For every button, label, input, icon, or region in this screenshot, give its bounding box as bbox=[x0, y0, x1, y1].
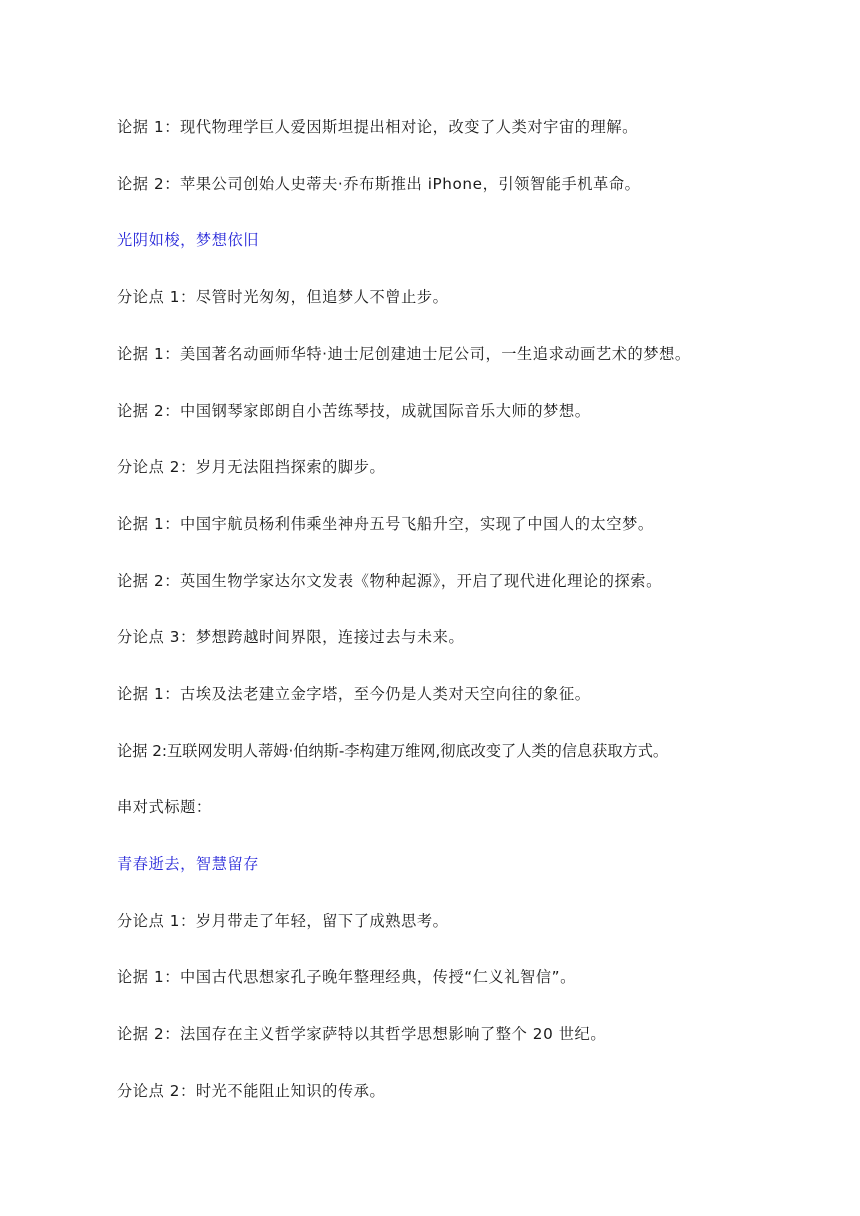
paragraph-argument-berners-lee: 论据 2:互联网发明人蒂姆·伯纳斯-李构建万维网,彻底改变了人类的信息获取方式。 bbox=[117, 742, 669, 760]
paragraph-argument-yangliwei: 论据 1：中国宇航员杨利伟乘坐神舟五号飞船升空，实现了中国人的太空梦。 bbox=[117, 515, 654, 533]
section-heading-youth-wisdom: 青春逝去，智慧留存 bbox=[117, 855, 260, 873]
paragraph-argument-langlang: 论据 2：中国钢琴家郎朗自小苦练琴技，成就国际音乐大师的梦想。 bbox=[117, 402, 591, 420]
paragraph-argument-pyramids: 论据 1：古埃及法老建立金字塔，至今仍是人类对天空向往的象征。 bbox=[117, 685, 591, 703]
paragraph-subpoint-2: 分论点 2：岁月无法阻挡探索的脚步。 bbox=[117, 458, 386, 476]
paragraph-argument-jobs: 论据 2：苹果公司创始人史蒂夫·乔布斯推出 iPhone，引领智能手机革命。 bbox=[117, 175, 641, 193]
paragraph-argument-disney: 论据 1：美国著名动画师华特·迪士尼创建迪士尼公司，一生追求动画艺术的梦想。 bbox=[117, 345, 691, 363]
section-heading-time-dreams: 光阴如梭，梦想依旧 bbox=[117, 231, 260, 249]
paragraph-subpoint-3: 分论点 3：梦想跨越时间界限，连接过去与未来。 bbox=[117, 628, 465, 646]
paragraph-argument-einstein: 论据 1：现代物理学巨人爱因斯坦提出相对论，改变了人类对宇宙的理解。 bbox=[117, 118, 638, 136]
paragraph-argument-sartre: 论据 2：法国存在主义哲学家萨特以其哲学思想影响了整个 20 世纪。 bbox=[117, 1025, 607, 1043]
paragraph-parallel-title-label: 串对式标题： bbox=[117, 798, 212, 816]
paragraph-subpoint-2-knowledge: 分论点 2：时光不能阻止知识的传承。 bbox=[117, 1082, 386, 1100]
paragraph-subpoint-1: 分论点 1：尽管时光匆匆，但追梦人不曾止步。 bbox=[117, 288, 449, 306]
paragraph-argument-confucius: 论据 1：中国古代思想家孔子晚年整理经典，传授“仁义礼智信”。 bbox=[117, 968, 576, 986]
paragraph-argument-darwin: 论据 2：英国生物学家达尔文发表《物种起源》，开启了现代进化理论的探索。 bbox=[117, 572, 662, 590]
paragraph-subpoint-1-wisdom: 分论点 1：岁月带走了年轻，留下了成熟思考。 bbox=[117, 912, 449, 930]
